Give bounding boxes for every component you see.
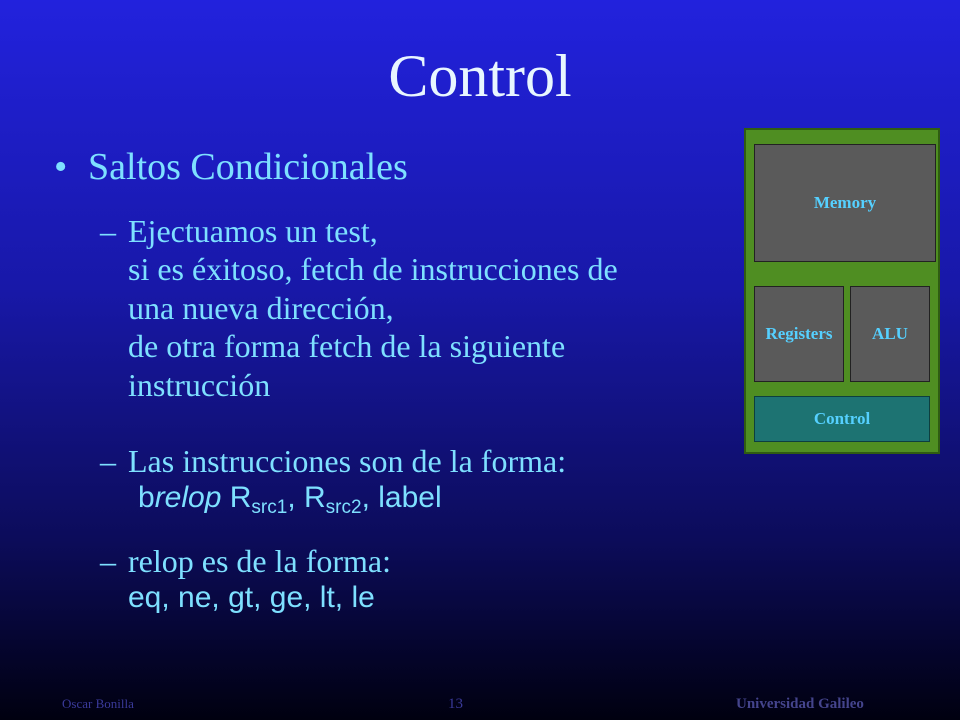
alu-block: ALU — [850, 286, 930, 382]
main-bullet — [54, 145, 408, 191]
sub-text-line: de otra forma fetch de la siguiente — [128, 328, 566, 365]
sub-bullet-format — [100, 442, 566, 520]
control-block: Control — [754, 396, 930, 442]
code-r2-sub: src2 — [325, 497, 362, 519]
main-bullet-text: Saltos Condicionales — [88, 146, 408, 188]
footer-institution: Universidad Galileo — [736, 696, 864, 712]
dash-icon: – — [100, 543, 116, 579]
bullet-dot-icon: • — [54, 146, 68, 188]
code-r2: R — [304, 481, 326, 515]
code-label: label — [378, 481, 442, 515]
registers-block: Registers — [754, 286, 844, 382]
memory-block: Memory — [754, 144, 936, 262]
relop-list: eq, ne, gt, ge, lt, le — [128, 581, 375, 615]
footer-page-number: 13 — [448, 696, 463, 712]
footer-author: Oscar Bonilla — [62, 696, 134, 711]
sub-bullet-test — [100, 212, 618, 404]
code-sep: , — [287, 481, 304, 515]
sub-text-line: instrucción — [128, 366, 271, 403]
sub-text-line: Ejectuamos un test, — [128, 213, 378, 249]
instruction-format-code — [100, 480, 566, 520]
dash-icon: – — [100, 443, 116, 479]
dash-icon: – — [100, 213, 116, 249]
code-b: b — [138, 481, 155, 515]
sub-text-line: si es éxitoso, fetch de instrucciones de — [128, 251, 618, 288]
sub-text-line: Las instrucciones son de la forma: — [128, 443, 567, 479]
computer-diagram — [744, 128, 940, 454]
code-sep: , — [361, 481, 379, 515]
slide-title: Control — [388, 43, 572, 109]
sub-bullet-relop — [100, 542, 391, 616]
code-r1-sub: src1 — [251, 497, 288, 519]
code-r1: R — [229, 481, 252, 515]
code-relop: relop — [154, 481, 222, 515]
sub-text-line: una nueva dirección, — [128, 289, 394, 326]
sub-text-line: relop es de la forma: — [128, 543, 391, 579]
